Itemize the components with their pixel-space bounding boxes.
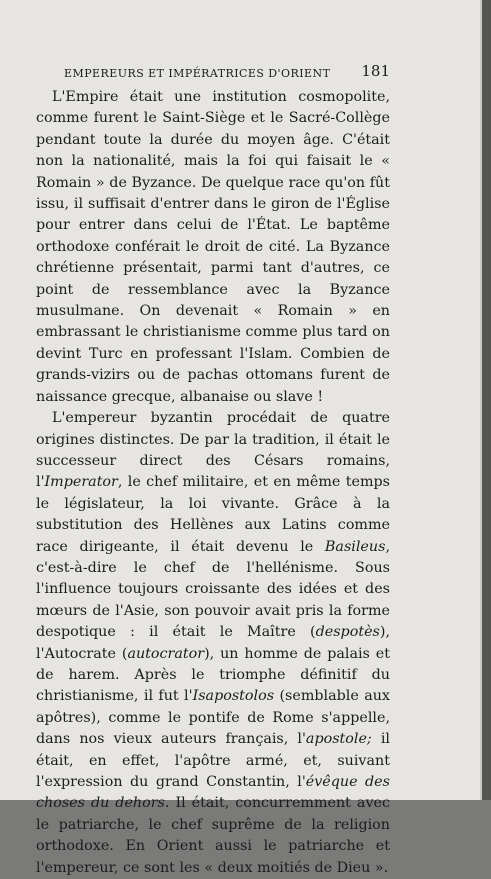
- italic-term: Basileus: [324, 538, 386, 555]
- italic-term: apostole;: [305, 731, 372, 748]
- paragraph-text: (semblable aux apôtres), comme le pontife de Rome s'appelle, dans nos vieux auteurs français, l': [36, 688, 390, 748]
- paragraph-text: . Il était, concurremment avec le patriarche, le chef suprême de la religion orthodoxe. En Orient aussi le patriarche et l'empereur, ce sont les « deux moitiés de Dieu ».: [36, 795, 390, 876]
- paragraph-text: ), un homme de palais et de harem. Après le triomphe définitif du christianisme, il fut l': [36, 645, 390, 705]
- running-title: EMPEREURS ET IMPÉRATRICES D'ORIENT: [64, 67, 331, 80]
- italic-term: autocrator: [127, 645, 205, 662]
- paragraph-text: , le chef militaire, et en même temps le législateur, la loi vivante. Grâce à la substitution des Hellènes aux Latins comme race dirigeante, il était devenu le: [36, 474, 390, 555]
- paragraph-text: , c'est-à-dire le chef de l'hellénisme. Sous l'influence toujours croissante des idées et des mœurs de l'Asie, son pouvoir avait pris la forme despotique : il était le Maître (: [36, 538, 390, 641]
- paragraph-1: [36, 87, 390, 408]
- paragraph-text: L'Empire était une institution cosmopolite, comme furent le Saint-Siège et le Sacré-Collège pendant toute la durée du moyen âge. C'était non la nationalité, mais la foi qui faisait le « Romain » de Byzance. De quelque race qu'on fût issu, il suffisait d'entrer dans le giron de l'Église pour entrer dans celui de l'État. Le baptême orthodoxe conférait le droit de cité. La Byzance chrétienne présentait, parmi tant d'autres, ce point de ressemblance avec la Byzance musulmane. On devenait « Romain » en embrassant le christianisme comme plus tard on devint Turc en professant l'Islam. Combien de grands-vizirs ou de pachas ottomans furent de naissance grecque, albanaise ou slave !: [36, 89, 390, 405]
- paragraph-text: L'empereur byzantin procédait de quatre origines distinctes. De par la tradition, il était le successeur direct des Césars romains, l': [36, 410, 390, 491]
- paragraph-text: il était, en effet, l'apôtre armé, et, suivant l'expression du grand Constantin, l': [36, 731, 390, 790]
- paragraph-text: ), l'Autocrate (: [36, 624, 390, 662]
- italic-term: Imperator: [44, 474, 118, 491]
- italic-term: évêque des choses du dehors: [36, 774, 390, 812]
- body-text: [36, 87, 390, 879]
- page-edge-shadow: [482, 0, 491, 800]
- italic-term: Isapostolos: [192, 688, 275, 705]
- page-number: 181: [361, 62, 390, 80]
- italic-term: despotès: [315, 624, 380, 641]
- paragraph-2: [36, 408, 390, 879]
- page-header: [64, 62, 390, 84]
